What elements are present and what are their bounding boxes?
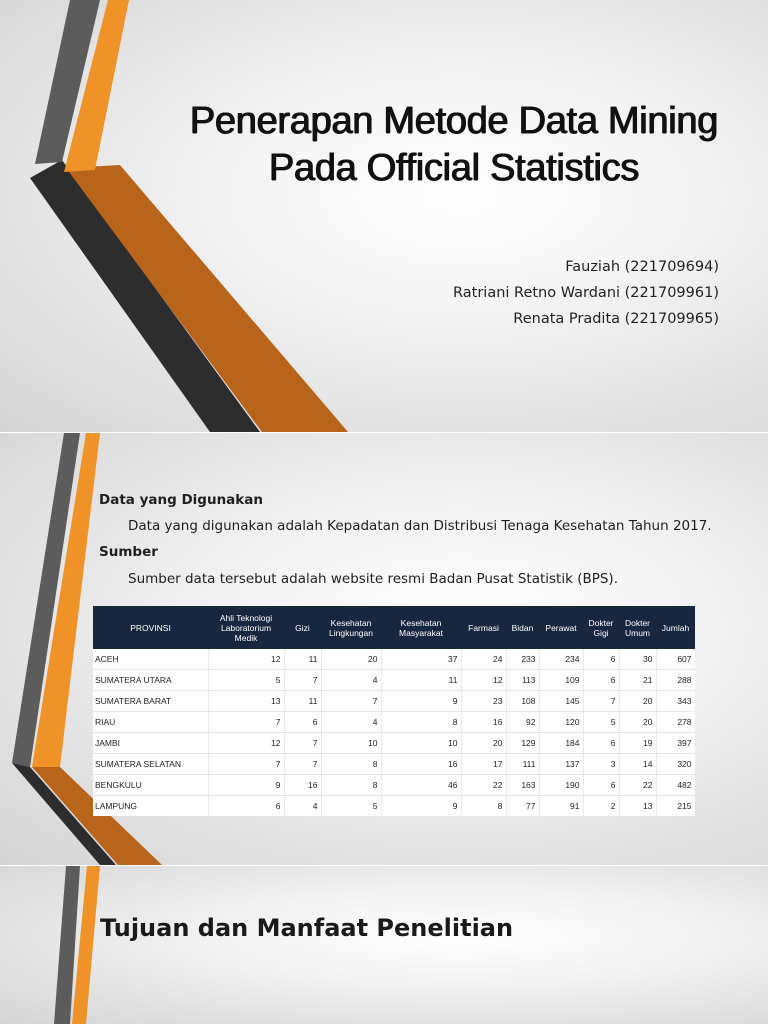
- value-cell: 21: [619, 670, 656, 691]
- value-cell: 10: [381, 733, 461, 754]
- value-cell: 7: [321, 691, 381, 712]
- value-cell: 5: [321, 796, 381, 817]
- value-cell: 20: [619, 691, 656, 712]
- province-cell: LAMPUNG: [93, 796, 208, 817]
- section-heading-source: Sumber: [99, 544, 158, 560]
- value-cell: 22: [619, 775, 656, 796]
- value-cell: 6: [284, 712, 321, 733]
- value-cell: 30: [619, 649, 656, 670]
- table-header-cell: Jumlah: [656, 606, 695, 649]
- value-cell: 16: [381, 754, 461, 775]
- value-cell: 607: [656, 649, 695, 670]
- value-cell: 145: [539, 691, 583, 712]
- value-cell: 11: [284, 649, 321, 670]
- table-row: [93, 670, 695, 691]
- value-cell: 46: [381, 775, 461, 796]
- value-cell: 10: [321, 733, 381, 754]
- province-cell: SUMATERA SELATAN: [93, 754, 208, 775]
- title-line-2: Pada Official Statistics: [268, 147, 640, 189]
- value-cell: 8: [461, 796, 506, 817]
- value-cell: 37: [381, 649, 461, 670]
- province-cell: BENGKULU: [93, 775, 208, 796]
- value-cell: 6: [208, 796, 284, 817]
- value-cell: 3: [583, 754, 619, 775]
- value-cell: 7: [208, 712, 284, 733]
- slide-decoration: [0, 0, 768, 432]
- province-cell: SUMATERA UTARA: [93, 670, 208, 691]
- objective-slide: [0, 866, 768, 1024]
- value-cell: 4: [284, 796, 321, 817]
- value-cell: 4: [321, 712, 381, 733]
- value-cell: 16: [284, 775, 321, 796]
- value-cell: 91: [539, 796, 583, 817]
- value-cell: 320: [656, 754, 695, 775]
- value-cell: 8: [381, 712, 461, 733]
- value-cell: 108: [506, 691, 539, 712]
- value-cell: 4: [321, 670, 381, 691]
- value-cell: 92: [506, 712, 539, 733]
- value-cell: 5: [208, 670, 284, 691]
- value-cell: 20: [321, 649, 381, 670]
- table-header-cell: Kesehatan Masyarakat: [381, 606, 461, 649]
- value-cell: 8: [321, 754, 381, 775]
- value-cell: 5: [583, 712, 619, 733]
- value-cell: 184: [539, 733, 583, 754]
- value-cell: 7: [583, 691, 619, 712]
- value-cell: 7: [284, 733, 321, 754]
- slide-title: Tujuan dan Manfaat Penelitian: [100, 914, 514, 942]
- value-cell: 109: [539, 670, 583, 691]
- table-row: [93, 691, 695, 712]
- value-cell: 22: [461, 775, 506, 796]
- province-cell: JAMBI: [93, 733, 208, 754]
- table-header-row: [93, 606, 695, 649]
- value-cell: 163: [506, 775, 539, 796]
- value-cell: 233: [506, 649, 539, 670]
- value-cell: 20: [619, 712, 656, 733]
- value-cell: 13: [619, 796, 656, 817]
- value-cell: 14: [619, 754, 656, 775]
- table-row: [93, 712, 695, 733]
- table-header-cell: Dokter Umum: [619, 606, 656, 649]
- value-cell: 397: [656, 733, 695, 754]
- presentation-title: [150, 98, 758, 192]
- table-header-cell: Farmasi: [461, 606, 506, 649]
- table-row: [93, 775, 695, 796]
- author-2: Ratriani Retno Wardani (221709961): [453, 285, 719, 301]
- author-3: Renata Pradita (221709965): [513, 311, 719, 327]
- value-cell: 12: [208, 733, 284, 754]
- value-cell: 17: [461, 754, 506, 775]
- table-header-cell: Perawat: [539, 606, 583, 649]
- value-cell: 9: [381, 796, 461, 817]
- value-cell: 482: [656, 775, 695, 796]
- value-cell: 111: [506, 754, 539, 775]
- province-cell: SUMATERA BARAT: [93, 691, 208, 712]
- author-1: Fauziah (221709694): [565, 259, 719, 275]
- value-cell: 215: [656, 796, 695, 817]
- table-header-cell: PROVINSI: [93, 606, 208, 649]
- value-cell: 137: [539, 754, 583, 775]
- value-cell: 129: [506, 733, 539, 754]
- value-cell: 9: [208, 775, 284, 796]
- value-cell: 20: [461, 733, 506, 754]
- table-header-cell: Bidan: [506, 606, 539, 649]
- value-cell: 234: [539, 649, 583, 670]
- value-cell: 7: [284, 754, 321, 775]
- value-cell: 13: [208, 691, 284, 712]
- value-cell: 6: [583, 775, 619, 796]
- slide-decoration: [0, 866, 768, 1024]
- section-heading-data: Data yang Digunakan: [99, 492, 263, 508]
- title-slide: [0, 0, 768, 432]
- value-cell: 120: [539, 712, 583, 733]
- table-header-cell: Ahli Teknologi Laboratorium Medik: [208, 606, 284, 649]
- title-line-1: Penerapan Metode Data Mining: [189, 100, 719, 142]
- value-cell: 23: [461, 691, 506, 712]
- value-cell: 278: [656, 712, 695, 733]
- table-row: [93, 796, 695, 817]
- health-worker-table: [93, 606, 695, 816]
- value-cell: 16: [461, 712, 506, 733]
- province-cell: ACEH: [93, 649, 208, 670]
- value-cell: 7: [208, 754, 284, 775]
- table-header-cell: Gizi: [284, 606, 321, 649]
- author-list: [453, 254, 719, 332]
- value-cell: 24: [461, 649, 506, 670]
- value-cell: 11: [284, 691, 321, 712]
- value-cell: 19: [619, 733, 656, 754]
- value-cell: 7: [284, 670, 321, 691]
- table-header-cell: Dokter Gigi: [583, 606, 619, 649]
- table-row: [93, 733, 695, 754]
- section-text-source: Sumber data tersebut adalah website resmi Badan Pusat Statistik (BPS).: [128, 571, 618, 587]
- value-cell: 8: [321, 775, 381, 796]
- table-body: [93, 649, 695, 816]
- table-row: [93, 754, 695, 775]
- value-cell: 6: [583, 733, 619, 754]
- value-cell: 77: [506, 796, 539, 817]
- table-header-cell: Kesehatan Lingkungan: [321, 606, 381, 649]
- value-cell: 12: [208, 649, 284, 670]
- value-cell: 9: [381, 691, 461, 712]
- value-cell: 6: [583, 649, 619, 670]
- value-cell: 11: [381, 670, 461, 691]
- value-cell: 6: [583, 670, 619, 691]
- value-cell: 113: [506, 670, 539, 691]
- table-row: [93, 649, 695, 670]
- value-cell: 343: [656, 691, 695, 712]
- value-cell: 288: [656, 670, 695, 691]
- section-text-data: Data yang digunakan adalah Kepadatan dan Distribusi Tenaga Kesehatan Tahun 2017.: [128, 518, 712, 534]
- province-cell: RIAU: [93, 712, 208, 733]
- value-cell: 190: [539, 775, 583, 796]
- value-cell: 12: [461, 670, 506, 691]
- value-cell: 2: [583, 796, 619, 817]
